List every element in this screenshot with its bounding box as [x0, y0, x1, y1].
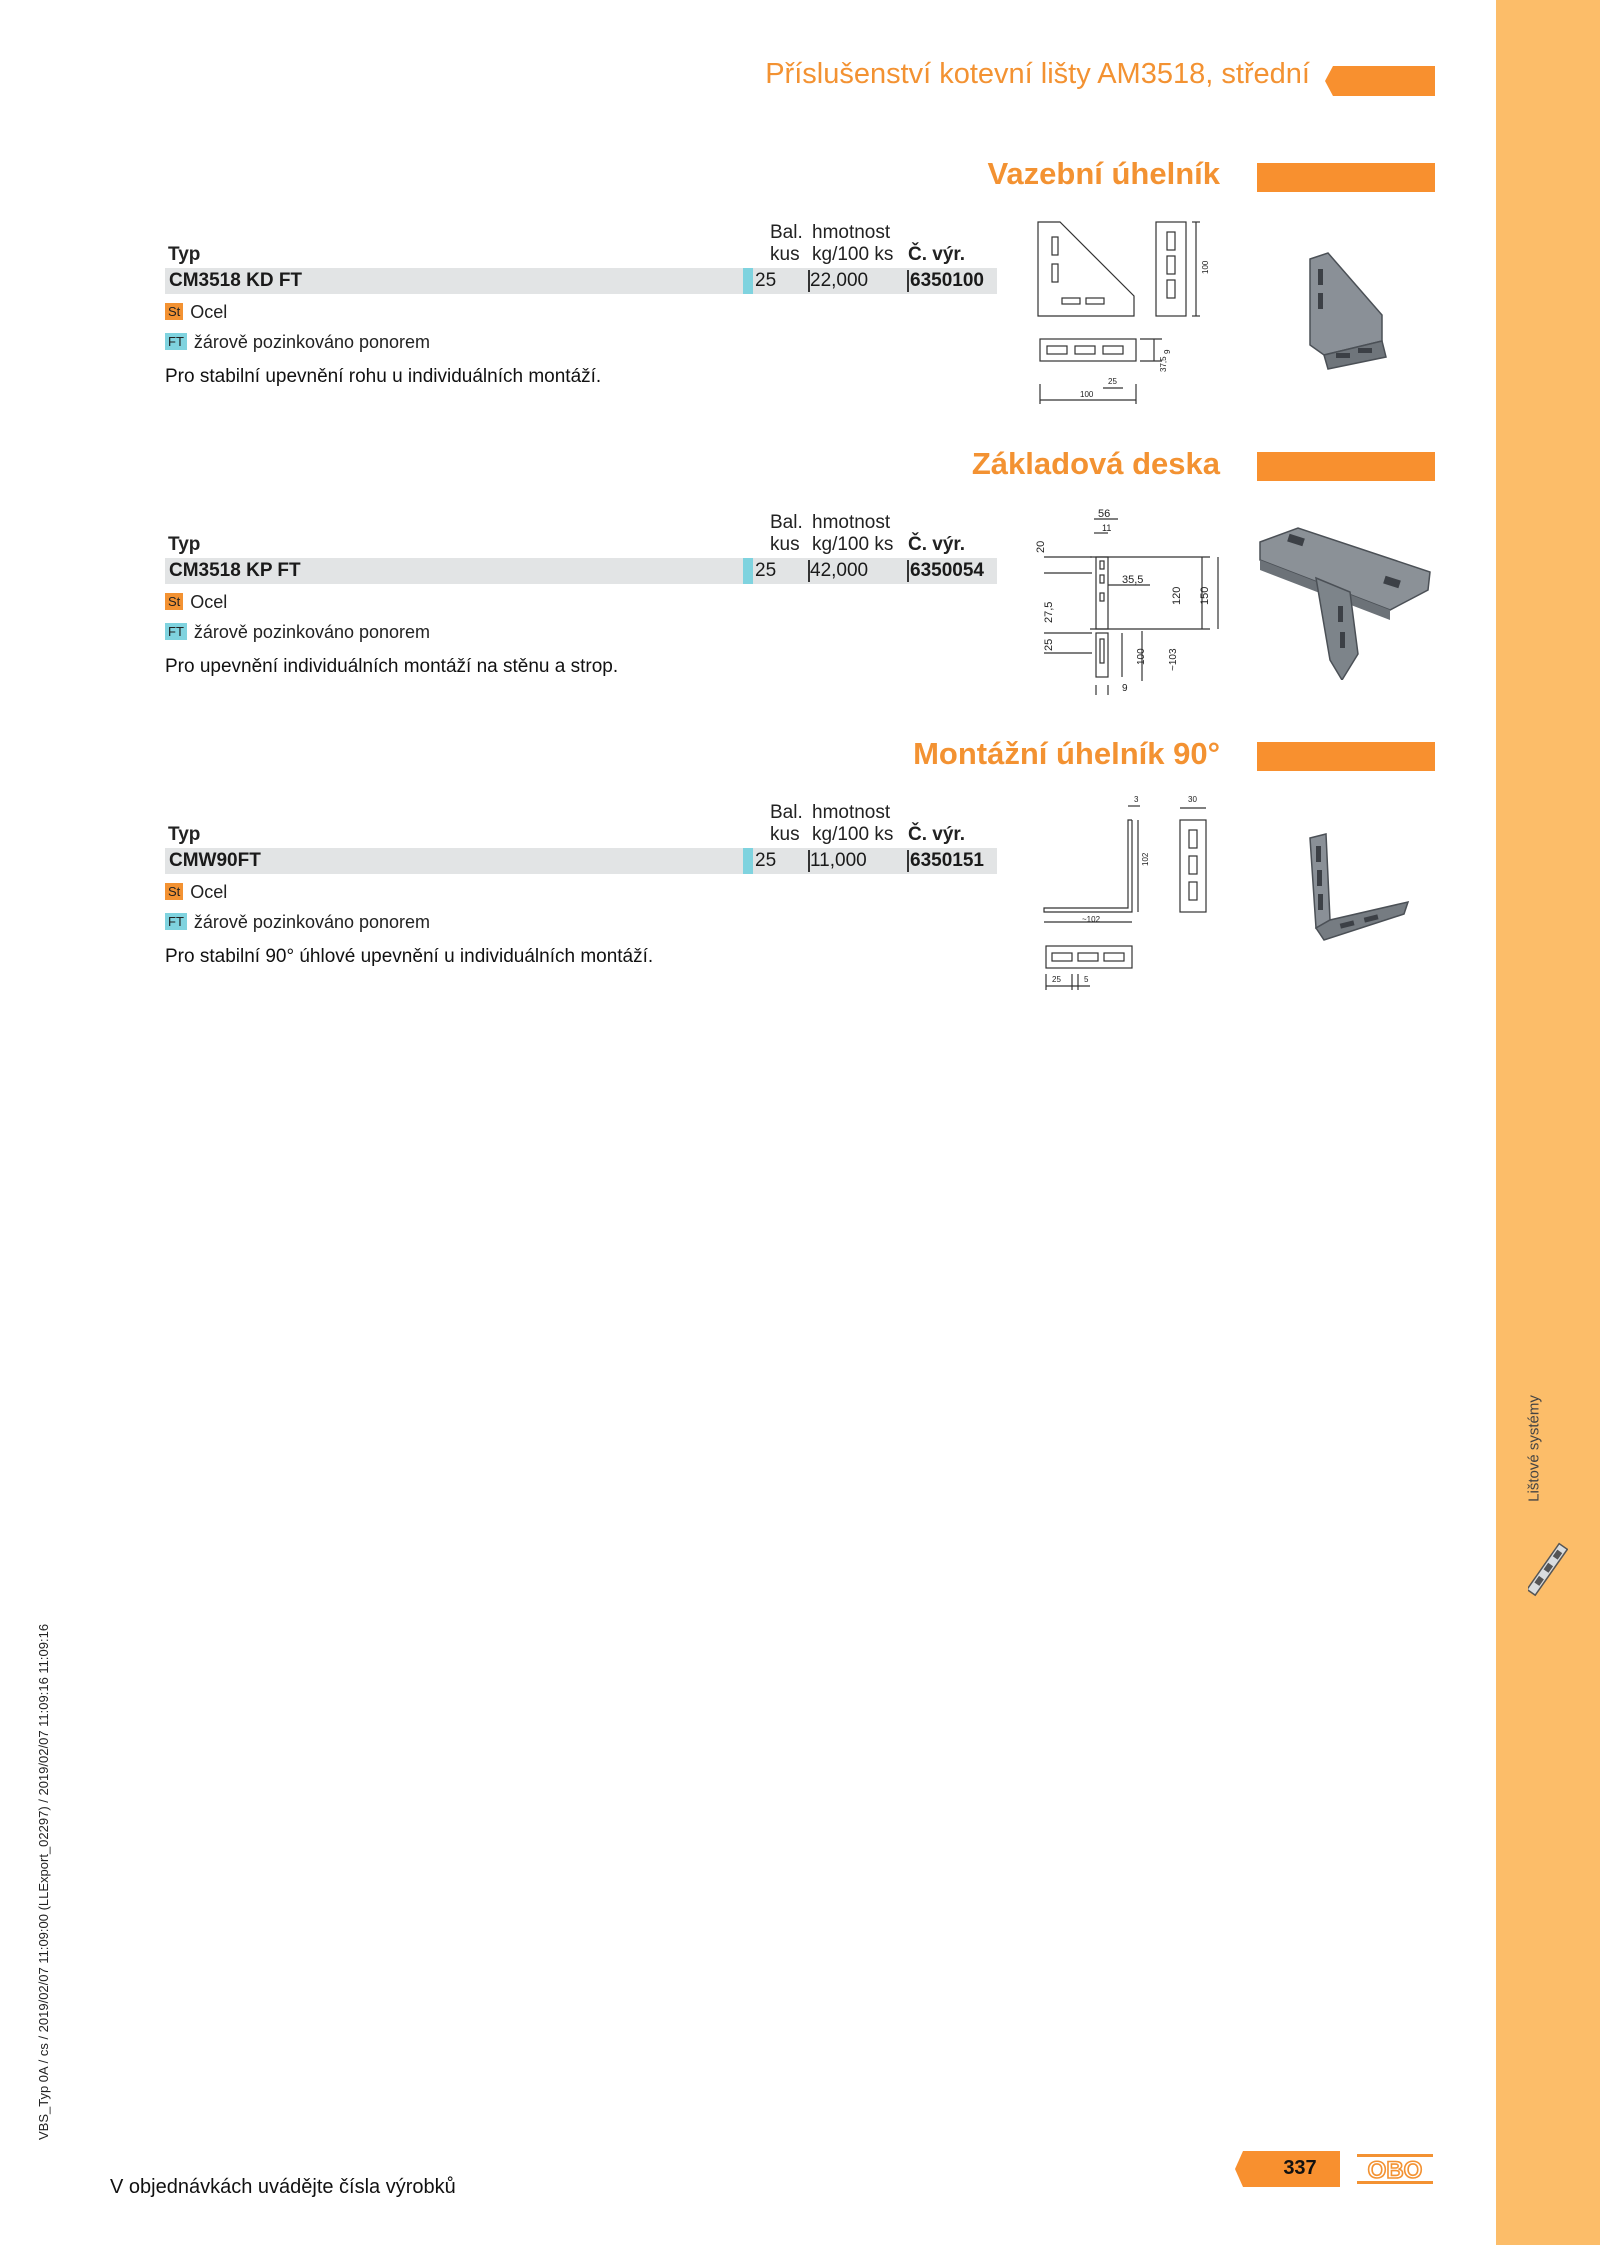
section-title-2: Základová deska — [971, 446, 1220, 481]
finish-text: žárově pozinkováno ponorem — [193, 912, 431, 932]
sidebar-label: Lištové systémy — [1525, 1395, 1543, 1502]
section-title-bar-2 — [1257, 452, 1435, 481]
product-weight: 22,000 — [810, 270, 869, 291]
dim-label: 37,5 — [1159, 356, 1168, 372]
col-head-code: Č. výr. — [908, 244, 966, 265]
page-title: Příslušenství kotevní lišty AM3518, střední — [765, 58, 1310, 90]
finish-line-3 — [165, 912, 430, 933]
row-marker — [743, 268, 753, 294]
product-row-3 — [165, 848, 997, 874]
product-type: CMW90FT — [169, 850, 261, 871]
dim-label: 20 — [1035, 540, 1047, 553]
finish-text: žárově pozinkováno ponorem — [193, 332, 431, 352]
section-title-bar-1 — [1257, 163, 1435, 192]
material-line-2 — [165, 592, 227, 613]
material-badge: St — [165, 593, 183, 610]
product-description-3: Pro stabilní 90° úhlové upevnění u individuálních montáží. — [165, 946, 654, 967]
col-head-weight: hmotnost kg/100 ks — [812, 802, 894, 845]
material-text: Ocel — [190, 882, 228, 902]
product-photo-1 — [1300, 245, 1400, 375]
dim-label: 102 — [1141, 852, 1150, 866]
product-code: 6350100 — [910, 270, 984, 291]
dim-label: 11 — [1102, 523, 1112, 533]
cell-divider — [907, 560, 909, 582]
product-weight: 11,000 — [810, 850, 867, 871]
product-description-1: Pro stabilní upevnění rohu u individuálních montáží. — [165, 366, 602, 387]
product-type: CM3518 KD FT — [169, 270, 303, 291]
col-head-code: Č. výr. — [908, 824, 966, 845]
logo-text: OBO — [1367, 2157, 1423, 2184]
finish-badge: FT — [165, 913, 187, 930]
dim-label: 120 — [1171, 586, 1183, 605]
product-description-2: Pro upevnění individuálních montáží na stěnu a strop. — [165, 656, 619, 677]
col-head-bal: Bal. kus — [770, 802, 803, 845]
row-marker — [743, 558, 753, 584]
finish-badge: FT — [165, 623, 187, 640]
finish-badge: FT — [165, 333, 187, 350]
dim-label: 35,5 — [1122, 574, 1144, 586]
dim-label: ~103 — [1168, 648, 1179, 671]
dim-label: 56 — [1098, 508, 1111, 520]
col-head-weight: hmotnost kg/100 ks — [812, 512, 894, 555]
row-marker — [743, 848, 753, 874]
product-photo-3 — [1300, 832, 1415, 962]
product-type: CM3518 KP FT — [169, 560, 301, 581]
product-weight: 42,000 — [810, 560, 869, 581]
finish-text: žárově pozinkováno ponorem — [193, 622, 431, 642]
header-tab-marker — [1325, 66, 1435, 96]
cell-divider — [907, 850, 909, 872]
dim-label: 100 — [1136, 648, 1147, 665]
dim-label: 100 — [1080, 390, 1094, 399]
dim-label: 25 — [1043, 638, 1055, 651]
product-qty: 25 — [755, 560, 777, 581]
footer-note: V objednávkách uvádějte čísla výrobků — [110, 2176, 456, 2198]
side-band — [1496, 0, 1600, 2245]
product-code: 6350054 — [910, 560, 984, 581]
dim-label: 25 — [1108, 377, 1117, 386]
technical-drawing-2 — [1030, 505, 1230, 700]
dim-label: 5 — [1084, 975, 1089, 984]
col-head-code: Č. výr. — [908, 534, 966, 555]
product-row-2 — [165, 558, 997, 584]
product-photo-2 — [1258, 520, 1433, 680]
dim-label: ~102 — [1082, 915, 1101, 924]
material-line-3 — [165, 882, 227, 903]
material-badge: St — [165, 883, 183, 900]
dim-label: 27,5 — [1043, 601, 1055, 623]
dim-label: 9 — [1163, 349, 1172, 354]
col-head-typ: Typ — [168, 534, 201, 555]
material-text: Ocel — [190, 592, 228, 612]
finish-line-2 — [165, 622, 430, 643]
product-qty: 25 — [755, 270, 777, 291]
material-text: Ocel — [190, 302, 228, 322]
material-line-1 — [165, 302, 227, 323]
section-title-1: Vazební úhelník — [987, 156, 1220, 191]
finish-line-1 — [165, 332, 430, 353]
dim-label: 30 — [1188, 795, 1197, 804]
product-code: 6350151 — [910, 850, 984, 871]
dim-label: 9 — [1122, 683, 1128, 694]
material-badge: St — [165, 303, 183, 320]
col-head-bal: Bal. kus — [770, 512, 803, 555]
col-head-typ: Typ — [168, 244, 201, 265]
page-number: 337 — [1283, 2157, 1317, 2179]
col-head-weight: hmotnost kg/100 ks — [812, 222, 894, 265]
col-head-bal: Bal. kus — [770, 222, 803, 265]
col-head-typ: Typ — [168, 824, 201, 845]
technical-drawing-1 — [1030, 212, 1220, 412]
product-qty: 25 — [755, 850, 777, 871]
section-title-3: Montážní úhelník 90° — [913, 736, 1220, 771]
dim-label: 100 — [1201, 260, 1210, 274]
product-row-1 — [165, 268, 997, 294]
obo-logo — [1355, 2151, 1435, 2187]
dim-label: 150 — [1199, 586, 1211, 605]
section-title-bar-3 — [1257, 742, 1435, 771]
dim-label: 3 — [1134, 795, 1139, 804]
cell-divider — [907, 270, 909, 292]
print-meta: VBS_Typ 0A / cs / 2019/02/07 11:09:00 (LLExport_02297) / 2019/02/07 11:09:16 11:09:16 — [36, 1623, 51, 2140]
technical-drawing-3 — [1030, 790, 1230, 995]
dim-label: 25 — [1052, 975, 1061, 984]
rail-icon — [1528, 1540, 1568, 1600]
